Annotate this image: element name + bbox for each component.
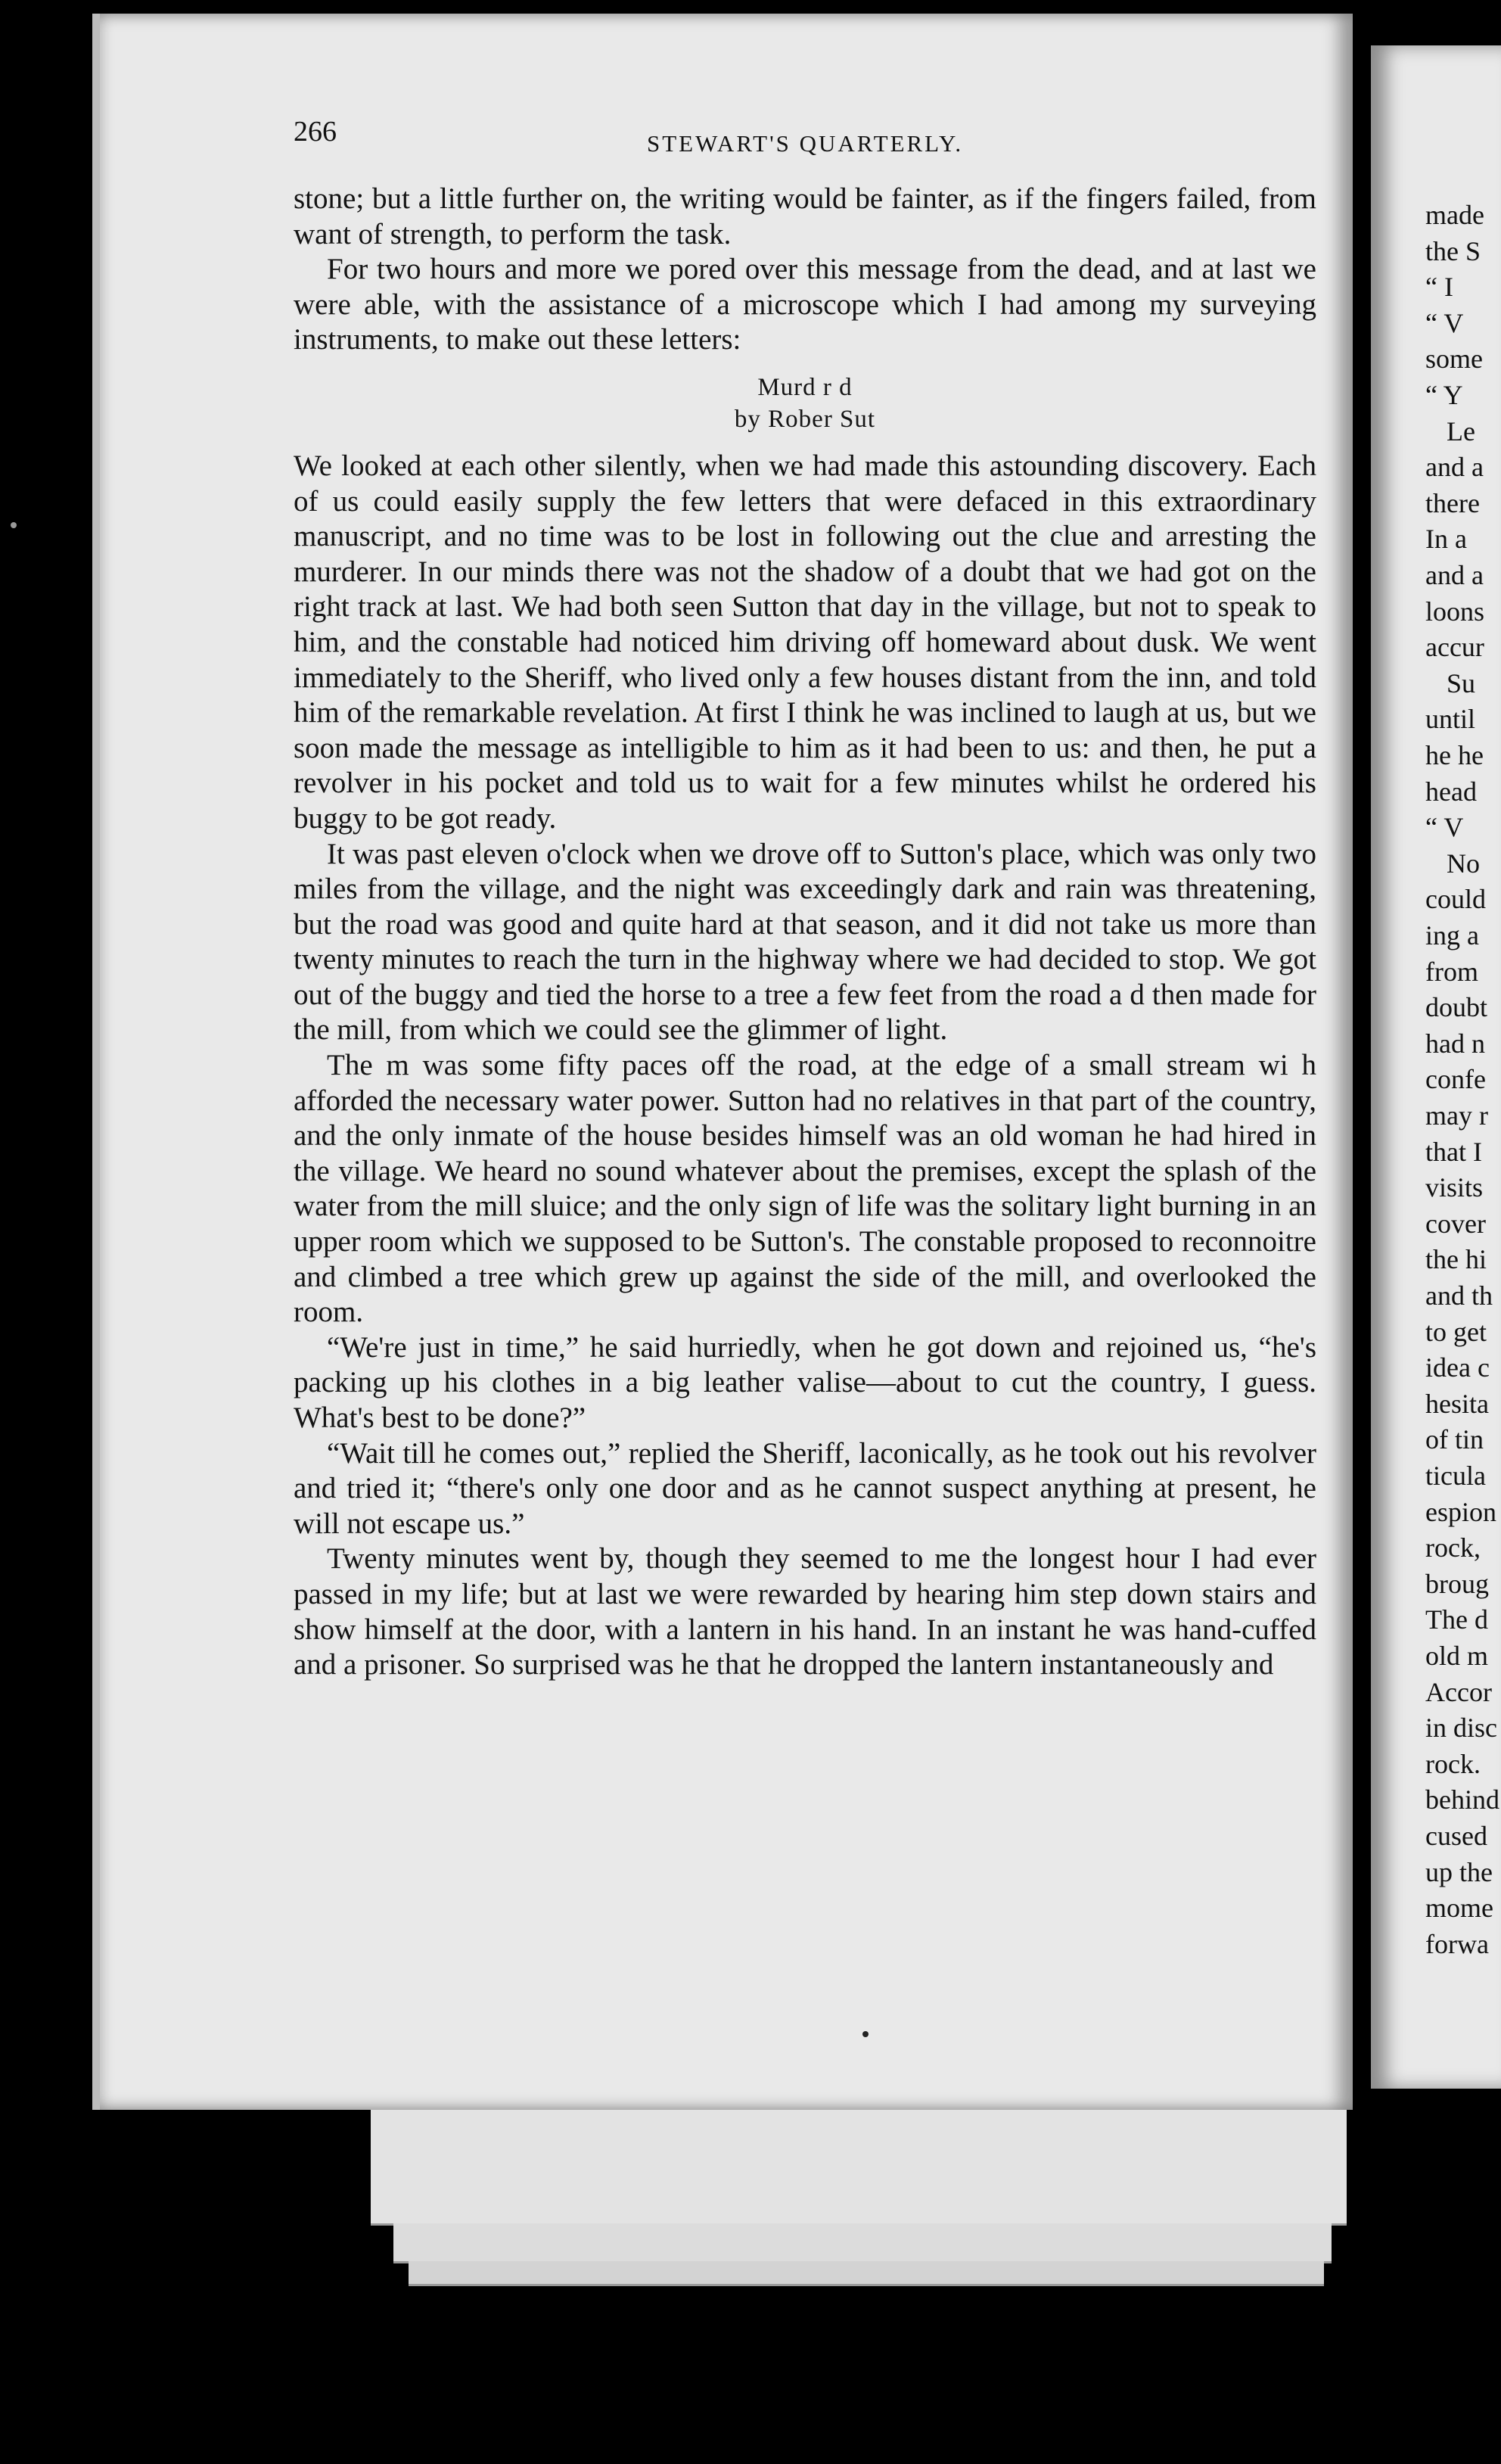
right-page-line: ticula bbox=[1425, 1461, 1486, 1491]
right-page-line: made bbox=[1425, 200, 1484, 230]
right-page-line: and a bbox=[1425, 452, 1484, 483]
right-page-line: could bbox=[1425, 884, 1486, 915]
right-page-line: Su bbox=[1447, 667, 1476, 698]
page-number: 266 bbox=[294, 116, 337, 148]
right-page-line: doubt bbox=[1425, 992, 1488, 1023]
right-page-line: rock, bbox=[1425, 1532, 1481, 1563]
right-page-line: and th bbox=[1425, 1280, 1493, 1311]
inscription-line: Murd r d bbox=[757, 373, 853, 401]
right-page-fragment bbox=[1371, 45, 1501, 2089]
right-page-line: The d bbox=[1425, 1604, 1488, 1635]
right-page-line: to get bbox=[1425, 1316, 1487, 1347]
right-page-line: from bbox=[1425, 956, 1478, 987]
right-page-line: behind bbox=[1425, 1784, 1499, 1815]
right-page-line: Accor bbox=[1425, 1676, 1492, 1707]
right-page-line: hesita bbox=[1425, 1388, 1489, 1419]
right-page-line: No bbox=[1447, 848, 1480, 879]
right-page-line: In a bbox=[1425, 524, 1467, 555]
right-page-line: loons bbox=[1425, 596, 1485, 627]
paragraph: The m was some fifty paces off the road, at the edge of a small stream wi h afforded the necessary water power. Sutton had no relatives in that part of the country, and the only inmate of the house besides himself was an old woman he had hired in the village. We heard no sound whatever about the premises, except the splash of the water from the mill sluice; and the only sign of life was the solitary light burning in an upper room which we supposed to be Sutton's. The constable proposed to reconnoitre and climbed a tree which grew up against the side of the mill, and overlooked the room. bbox=[294, 1049, 1316, 1329]
right-page-line: of tin bbox=[1425, 1424, 1484, 1455]
body-text bbox=[294, 182, 1316, 1683]
paragraph: It was past eleven o'clock when we drove off to Sutton's place, which was only two miles from the village, and the night was exceedingly dark and rain was threatening, but the road was good and quite hard at that season, and it did not take us more than twenty minutes to reach the turn in the highway where we had decided to stop. We got out of the buggy and tied the horse to a tree a few feet from the road a d then made for the mill, from which we could see the glimmer of light. bbox=[294, 837, 1316, 1047]
right-page-line: there bbox=[1425, 487, 1480, 518]
right-page-line: idea c bbox=[1425, 1352, 1490, 1383]
right-page-line: broug bbox=[1425, 1568, 1489, 1599]
right-page-line: head bbox=[1425, 776, 1477, 807]
right-page-line: accur bbox=[1425, 632, 1484, 663]
right-page-line: old m bbox=[1425, 1641, 1489, 1671]
right-page-line: confe bbox=[1425, 1064, 1486, 1095]
right-page-line: and a bbox=[1425, 560, 1484, 590]
page-edge-stack bbox=[393, 2223, 1332, 2263]
paragraph: For two hours and more we pored over this message from the dead, and at last we were able, with the assistance of a microscope which I had among my surveying instruments, to make out these letters: bbox=[294, 253, 1316, 356]
right-page-line: he he bbox=[1425, 740, 1484, 770]
right-page-line: “ Y bbox=[1425, 380, 1463, 410]
right-page-line: “ I bbox=[1425, 272, 1453, 303]
right-page-line: may r bbox=[1425, 1100, 1488, 1131]
right-page-line: rock. bbox=[1425, 1748, 1481, 1779]
right-page-line: had n bbox=[1425, 1028, 1485, 1059]
right-page-line: some bbox=[1425, 344, 1483, 375]
running-head: STEWART'S QUARTERLY. bbox=[647, 130, 964, 157]
right-page-line: forwa bbox=[1425, 1928, 1489, 1959]
margin-speck bbox=[11, 522, 17, 528]
right-page-line: “ V bbox=[1425, 812, 1464, 843]
right-page-line: the hi bbox=[1425, 1244, 1487, 1275]
inscription-line: by Rober Sut bbox=[734, 405, 876, 433]
paragraph: stone; but a little further on, the writing would be fainter, as if the fingers failed, from want of strength, to perform the task. bbox=[294, 182, 1316, 250]
right-page-line: until bbox=[1425, 704, 1476, 735]
right-page-line: visits bbox=[1425, 1172, 1484, 1203]
right-page-line: that I bbox=[1425, 1136, 1482, 1167]
paragraph: We looked at each other silently, when we had made this astounding discovery. Each of us could easily supply the few letters that were defaced in this extraordinary manuscript, and no time was to be lost in following out the clue and arresting the murderer. In our minds there was not the shadow of a doubt that we had got on the right track at last. We had both seen Sutton that day in the village, but not to speak to him, and the constable had noticed him driving off homeward about dusk. We went immediately to the Sheriff, who lived only a few houses distant from the inn, and told him of the remarkable revelation. At first I think he was inclined to laugh at us, but we soon made the message as intelligible to him as it had been to us: and then, he put a revolver in his pocket and told us to wait for a few minutes whilst he ordered his buggy to be got ready. bbox=[294, 449, 1316, 835]
paragraph: Twenty minutes went by, though they seemed to me the longest hour I had ever passed in my life; but at last we were rewarded by hearing him step down stairs and show himself at the door, with a lantern in his hand. In an instant he was hand-cuffed and a prisoner. So surprised was he that he dropped the lantern instantaneously and bbox=[294, 1542, 1316, 1682]
paragraph: “We're just in time,” he said hurriedly, when he got down and rejoined us, “he's packing up his clothes in a big leather valise—about to cut the country, I guess. What's best to be done?” bbox=[294, 1330, 1316, 1434]
page-edge-stack bbox=[371, 2110, 1347, 2226]
right-page-line: cover bbox=[1425, 1208, 1486, 1239]
ink-dot bbox=[862, 2031, 869, 2037]
right-page-line: the S bbox=[1425, 235, 1481, 266]
page-edge-stack bbox=[409, 2261, 1324, 2286]
right-page-line: in disc bbox=[1425, 1713, 1497, 1744]
right-page-line: “ V bbox=[1425, 307, 1464, 338]
right-page-line: up the bbox=[1425, 1856, 1493, 1887]
inscription bbox=[294, 372, 1316, 435]
right-page-line: ing a bbox=[1425, 920, 1479, 950]
paragraph: “Wait till he comes out,” replied the Sheriff, laconically, as he took out his revolver and tried it; “there's only one door and as he cannot suspect anything at present, he will not escape us.” bbox=[294, 1436, 1316, 1540]
right-page-line: cused bbox=[1425, 1821, 1487, 1851]
right-page-line: espion bbox=[1425, 1496, 1496, 1527]
right-page-line: Le bbox=[1447, 415, 1475, 446]
right-page-line: mome bbox=[1425, 1893, 1493, 1924]
